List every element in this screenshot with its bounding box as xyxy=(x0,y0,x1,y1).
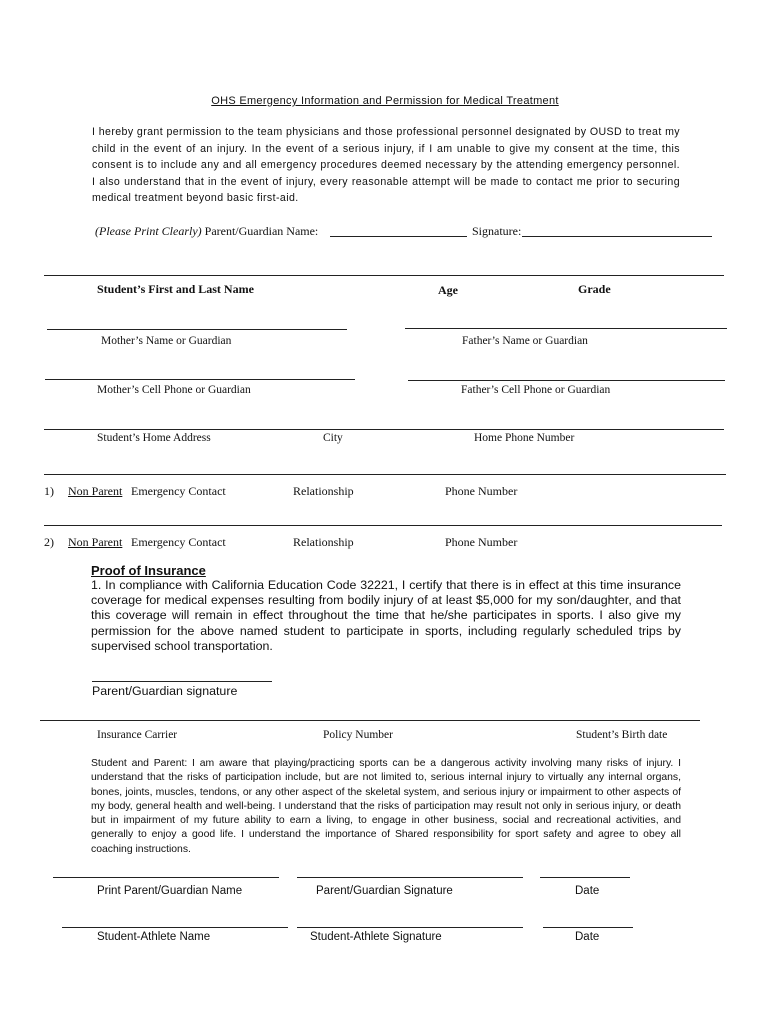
form-title: OHS Emergency Information and Permission for Medical Treatment xyxy=(211,95,559,107)
date-2-label: Date xyxy=(575,931,600,943)
student-name-label: Student’s First and Last Name xyxy=(97,282,254,296)
print-parent-field[interactable] xyxy=(53,877,279,878)
mother-cell-label: Mother’s Cell Phone or Guardian xyxy=(97,384,251,396)
father-name-field[interactable] xyxy=(405,328,727,329)
print-clearly-note: (Please Print Clearly) xyxy=(95,224,202,238)
city-label: City xyxy=(323,432,343,444)
mother-name-label: Mother’s Name or Guardian xyxy=(101,335,232,347)
contact-1-relationship: Relationship xyxy=(293,484,354,498)
contact-1-number: 1) xyxy=(44,484,54,498)
parent-signature-field[interactable] xyxy=(297,877,523,878)
parent-name-label: Parent/Guardian Name: xyxy=(204,224,319,238)
signature-label: Signature: xyxy=(472,224,522,238)
contact-1-label: Emergency Contact xyxy=(131,484,226,498)
print-parent-label: Print Parent/Guardian Name xyxy=(97,885,243,897)
mother-name-field[interactable] xyxy=(47,329,347,330)
date-1-field[interactable] xyxy=(540,877,630,878)
home-phone-label: Home Phone Number xyxy=(474,432,575,444)
athlete-name-label: Student-Athlete Name xyxy=(97,931,211,943)
birth-date-label: Student’s Birth date xyxy=(576,729,668,741)
student-name-field[interactable] xyxy=(44,275,724,276)
athlete-signature-label: Student-Athlete Signature xyxy=(310,931,442,943)
contact-1-non-parent: Non Parent xyxy=(68,484,123,498)
insurance-carrier-label: Insurance Carrier xyxy=(97,729,178,741)
age-label: Age xyxy=(438,283,458,297)
insurance-info-field[interactable] xyxy=(40,720,700,721)
contact-2-label: Emergency Contact xyxy=(131,535,226,549)
insurance-signature-label: Parent/Guardian signature xyxy=(92,684,238,698)
insurance-title: Proof of Insurance xyxy=(91,563,206,578)
mother-cell-field[interactable] xyxy=(45,379,355,380)
father-cell-label: Father’s Cell Phone or Guardian xyxy=(461,384,611,396)
date-2-field[interactable] xyxy=(543,927,633,928)
date-1-label: Date xyxy=(575,885,600,897)
address-field[interactable] xyxy=(44,429,724,430)
contact-1-phone: Phone Number xyxy=(445,484,518,498)
father-cell-field[interactable] xyxy=(408,380,725,381)
contact-2-number: 2) xyxy=(44,535,54,549)
print-clearly-row xyxy=(95,224,318,239)
intro-paragraph: I hereby grant permission to the team physicians and those professional personnel designated by OUSD to treat my child in the event of an injury. In the event of a serious injury, if I am unable to give my consent at the time, this consent is to include any and all emergency procedures deemed necessary by the attending emergency personnel. I also understand that in the event of injury, every reasonable attempt will be made to contact me prior to securing medical treatment beyond basic first-aid. xyxy=(92,126,680,204)
contact-1-field[interactable] xyxy=(44,474,726,475)
policy-number-label: Policy Number xyxy=(323,729,393,741)
parent-name-field[interactable] xyxy=(330,236,467,237)
contact-2-relationship: Relationship xyxy=(293,535,354,549)
waiver-paragraph: Student and Parent: I am aware that playing/practicing sports can be a dangerous activity involving many risks of injury. I understand that the risks of participation include, but are not limited to, serious internal injury to virtually any internal organs, bones, joints, muscles, tendons, or any other aspect of the skeletal system, and serious injury or impairment to other aspects of my body, general health and well-being. I understand that the risks of participation may result not only in serious injury, or death but in impairment of my future ability to earn a living, to engage in other business, social and recreational activities, and generally to enjoy a good life. I understand the importance of Shared responsibility for sport safety and agree to obey all coaching instructions. xyxy=(91,758,681,855)
address-label: Student’s Home Address xyxy=(97,432,211,444)
contact-2-phone: Phone Number xyxy=(445,535,518,549)
insurance-signature-field[interactable] xyxy=(92,681,272,682)
father-name-label: Father’s Name or Guardian xyxy=(462,335,588,347)
athlete-name-field[interactable] xyxy=(62,927,288,928)
signature-field[interactable] xyxy=(522,236,712,237)
grade-label: Grade xyxy=(578,282,611,296)
insurance-body: 1. In compliance with California Education Code 32221, I certify that there is in effect at this time insurance coverage for medical expenses resulting from bodily injury of at least $5,000 for my son/daughter, and that this coverage will remain in effect throughout the time that he/she participates in sports. I also give my permission for the above named student to participate in sports, including regularly scheduled trips by supervised school transportation. xyxy=(91,578,681,653)
contact-2-non-parent: Non Parent xyxy=(68,535,123,549)
athlete-signature-field[interactable] xyxy=(297,927,523,928)
contact-2-field[interactable] xyxy=(44,525,722,526)
parent-signature-label: Parent/Guardian Signature xyxy=(316,885,453,897)
